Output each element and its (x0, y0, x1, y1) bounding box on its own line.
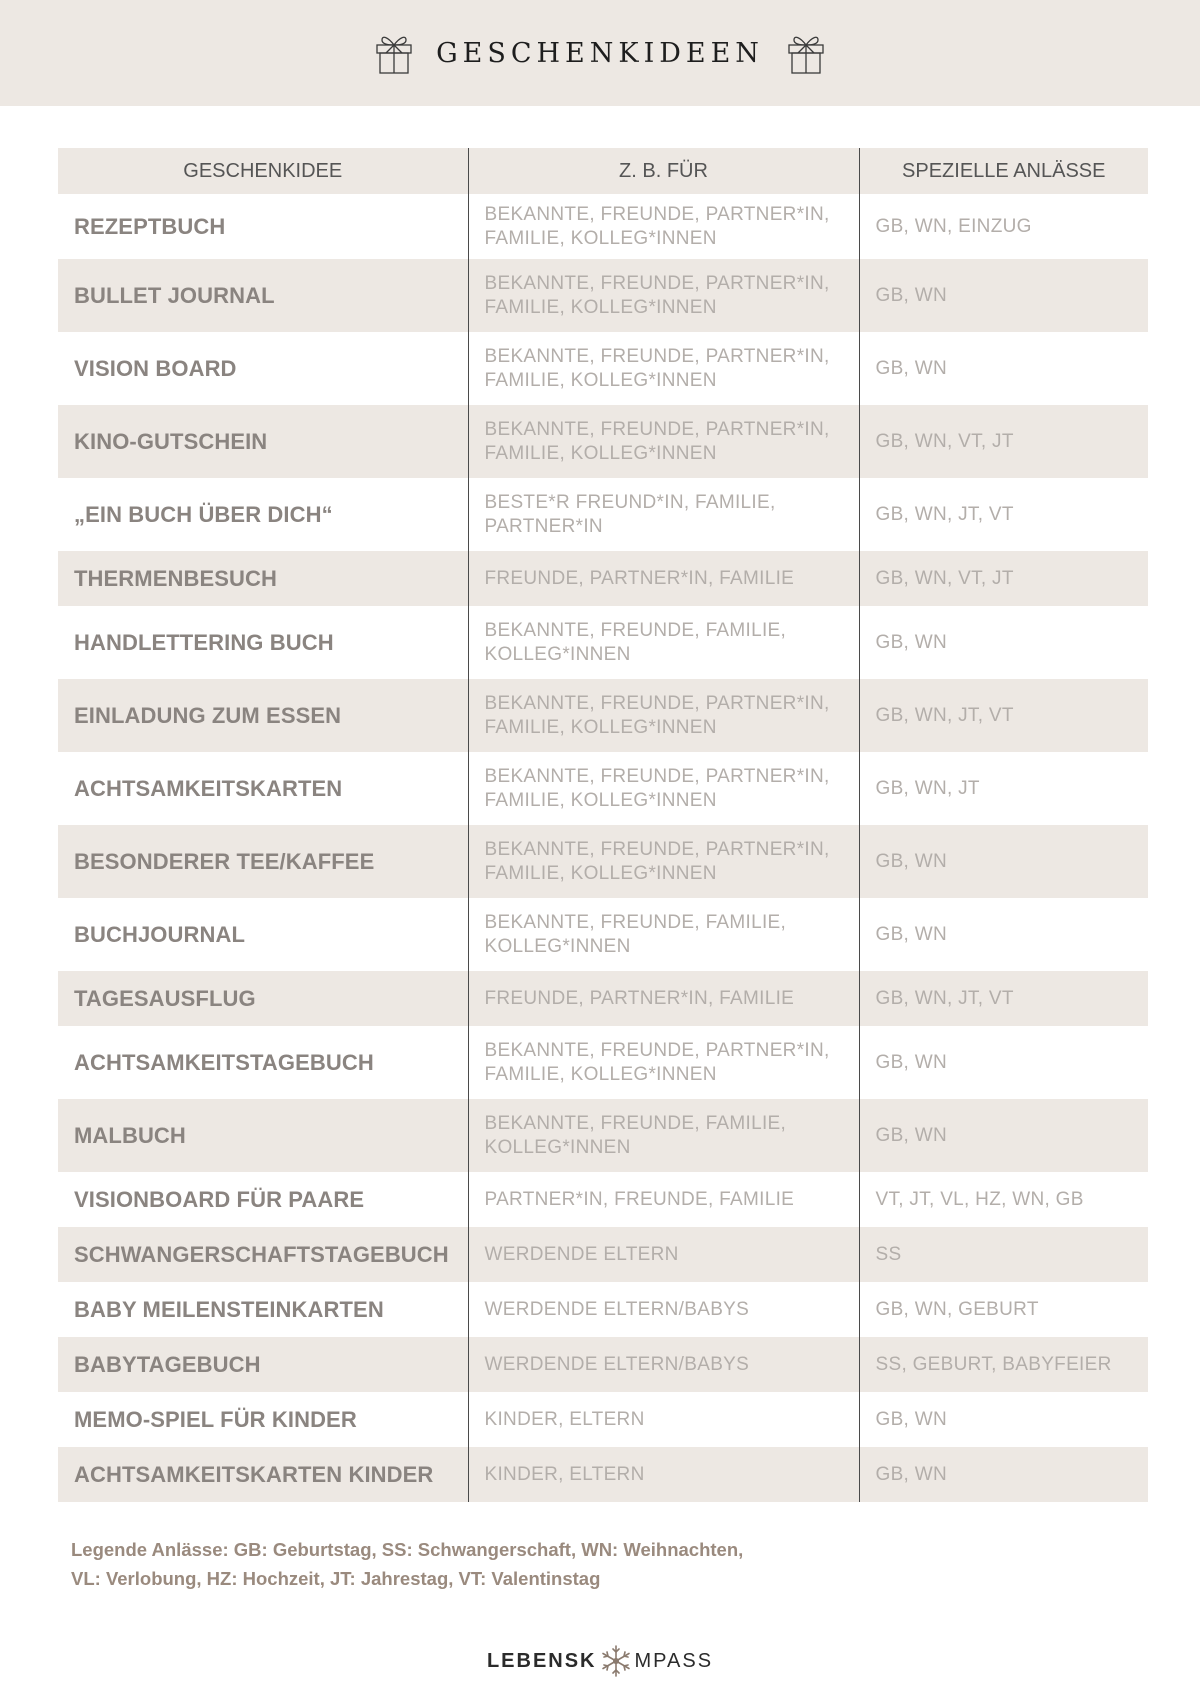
recipient-line: PARTNER*IN, FREUNDE, FAMILIE (484, 1188, 795, 1210)
gift-idea-cell: KINO-GUTSCHEIN (58, 405, 468, 478)
recipient-line: BEKANNTE, FREUNDE, PARTNER*IN, (484, 838, 830, 860)
table-row (58, 752, 1148, 825)
table-row (58, 1227, 1148, 1282)
recipient-cell (468, 259, 859, 332)
table-row (58, 259, 1148, 332)
legend-line: VL: Verlobung, HZ: Hochzeit, JT: Jahrestag, VT: Valentinstag (71, 1568, 601, 1589)
recipient-line: BESTE*R FREUND*IN, FAMILIE, (484, 491, 776, 513)
gift-idea-cell: VISIONBOARD FÜR PAARE (58, 1172, 468, 1227)
recipient-line: KOLLEG*INNEN (484, 643, 631, 665)
occasions-cell: GB, WN (859, 606, 1148, 679)
recipient-line: KOLLEG*INNEN (484, 1136, 631, 1158)
recipient-cell (468, 1026, 859, 1099)
table-row (58, 1026, 1148, 1099)
recipient-cell (468, 194, 859, 259)
recipient-line: BEKANNTE, FREUNDE, PARTNER*IN, (484, 1039, 830, 1061)
gift-idea-cell: MEMO-SPIEL FÜR KINDER (58, 1392, 468, 1447)
occasions-cell: VT, JT, VL, HZ, WN, GB (859, 1172, 1148, 1227)
gift-idea-cell: TAGESAUSFLUG (58, 971, 468, 1026)
occasions-cell: GB, WN (859, 1392, 1148, 1447)
gift-idea-cell: ACHTSAMKEITSTAGEBUCH (58, 1026, 468, 1099)
gift-idea-cell: MALBUCH (58, 1099, 468, 1172)
recipient-line: KOLLEG*INNEN (484, 935, 631, 957)
table-row (58, 1337, 1148, 1392)
gift-idea-cell: „EIN BUCH ÜBER DICH“ (58, 478, 468, 551)
recipient-line: FAMILIE, KOLLEG*INNEN (484, 716, 717, 738)
recipient-line: BEKANNTE, FREUNDE, PARTNER*IN, (484, 765, 830, 787)
occasion-legend (71, 1535, 1071, 1593)
recipient-cell (468, 1282, 859, 1337)
column-header-idea: GESCHENKIDEE (58, 148, 468, 194)
page-title: GESCHENKIDEEN (436, 37, 764, 69)
occasions-cell: GB, WN, VT, JT (859, 551, 1148, 606)
recipient-cell (468, 551, 859, 606)
gift-idea-cell: ACHTSAMKEITSKARTEN KINDER (58, 1447, 468, 1502)
table-row (58, 825, 1148, 898)
table-row (58, 332, 1148, 405)
recipient-line: PARTNER*IN (484, 515, 603, 537)
gift-idea-cell: BUCHJOURNAL (58, 898, 468, 971)
gift-idea-cell: THERMENBESUCH (58, 551, 468, 606)
table-row (58, 679, 1148, 752)
gift-idea-cell: EINLADUNG ZUM ESSEN (58, 679, 468, 752)
recipient-cell (468, 332, 859, 405)
recipient-line: FAMILIE, KOLLEG*INNEN (484, 789, 717, 811)
table-row (58, 478, 1148, 551)
recipient-line: BEKANNTE, FREUNDE, FAMILIE, (484, 1112, 787, 1134)
recipient-line: BEKANNTE, FREUNDE, PARTNER*IN, (484, 692, 830, 714)
occasions-cell: GB, WN, VT, JT (859, 405, 1148, 478)
table-row (58, 606, 1148, 679)
occasions-cell: GB, WN, JT (859, 752, 1148, 825)
gift-idea-cell: SCHWANGERSCHAFTSTAGEBUCH (58, 1227, 468, 1282)
recipient-line: KINDER, ELTERN (484, 1408, 645, 1430)
table-row (58, 1172, 1148, 1227)
occasions-cell: GB, WN (859, 898, 1148, 971)
gift-idea-cell: VISION BOARD (58, 332, 468, 405)
recipient-cell (468, 1099, 859, 1172)
recipient-cell (468, 898, 859, 971)
recipient-line: BEKANNTE, FREUNDE, PARTNER*IN, (484, 203, 830, 225)
gift-idea-cell: BULLET JOURNAL (58, 259, 468, 332)
gift-ideas-table (58, 148, 1148, 1502)
recipient-line: WERDENDE ELTERN/BABYS (484, 1353, 750, 1375)
column-header-for: Z. B. FÜR (468, 148, 859, 194)
table-row (58, 898, 1148, 971)
recipient-cell (468, 679, 859, 752)
recipient-line: FAMILIE, KOLLEG*INNEN (484, 862, 717, 884)
gift-idea-cell: BESONDERER TEE/KAFFEE (58, 825, 468, 898)
legend-line: Legende Anlässe: GB: Geburtstag, SS: Schwangerschaft, WN: Weihnachten, (71, 1539, 744, 1560)
recipient-line: KINDER, ELTERN (484, 1463, 645, 1485)
recipient-cell (468, 1392, 859, 1447)
brand-text-end: MPASS (634, 1649, 714, 1672)
gift-box-icon (374, 31, 414, 75)
gift-idea-cell: BABY MEILENSTEINKARTEN (58, 1282, 468, 1337)
occasions-cell: GB, WN, GEBURT (859, 1282, 1148, 1337)
table-row (58, 1282, 1148, 1337)
recipient-cell (468, 478, 859, 551)
recipient-cell (468, 606, 859, 679)
recipient-line: BEKANNTE, FREUNDE, PARTNER*IN, (484, 272, 830, 294)
recipient-line: BEKANNTE, FREUNDE, PARTNER*IN, (484, 418, 830, 440)
gift-idea-cell: REZEPTBUCH (58, 194, 468, 259)
recipient-cell (468, 1337, 859, 1392)
table-row (58, 971, 1148, 1026)
table-row (58, 551, 1148, 606)
brand-text-start: LEBENSK (486, 1649, 597, 1672)
table-row (58, 194, 1148, 259)
page-header (0, 0, 1200, 106)
brand-logo (0, 1644, 1200, 1678)
recipient-line: BEKANNTE, FREUNDE, FAMILIE, (484, 619, 787, 641)
table-row (58, 1392, 1148, 1447)
occasions-cell: GB, WN, JT, VT (859, 478, 1148, 551)
recipient-cell (468, 1172, 859, 1227)
occasions-cell: GB, WN (859, 1447, 1148, 1502)
occasions-cell: GB, WN (859, 825, 1148, 898)
recipient-cell (468, 405, 859, 478)
occasions-cell: SS (859, 1227, 1148, 1282)
occasions-cell: GB, WN (859, 1099, 1148, 1172)
table-header-row (58, 148, 1148, 194)
recipient-cell (468, 971, 859, 1026)
gift-idea-cell: BABYTAGEBUCH (58, 1337, 468, 1392)
recipient-cell (468, 1227, 859, 1282)
occasions-cell: GB, WN, EINZUG (859, 194, 1148, 259)
column-header-occasions: SPEZIELLE ANLÄSSE (859, 148, 1148, 194)
header-inner (374, 31, 826, 75)
occasions-cell: GB, WN (859, 259, 1148, 332)
recipient-cell (468, 752, 859, 825)
table-row (58, 405, 1148, 478)
occasions-cell: GB, WN (859, 1026, 1148, 1099)
occasions-cell: GB, WN, JT, VT (859, 679, 1148, 752)
recipient-line: FREUNDE, PARTNER*IN, FAMILIE (484, 987, 795, 1009)
occasions-cell: SS, GEBURT, BABYFEIER (859, 1337, 1148, 1392)
recipient-line: FAMILIE, KOLLEG*INNEN (484, 296, 717, 318)
recipient-line: FAMILIE, KOLLEG*INNEN (484, 1063, 717, 1085)
recipient-line: WERDENDE ELTERN (484, 1243, 679, 1265)
recipient-line: BEKANNTE, FREUNDE, PARTNER*IN, (484, 345, 830, 367)
recipient-line: WERDENDE ELTERN/BABYS (484, 1298, 750, 1320)
occasions-cell: GB, WN (859, 332, 1148, 405)
gift-idea-cell: HANDLETTERING BUCH (58, 606, 468, 679)
table-row (58, 1099, 1148, 1172)
recipient-line: FREUNDE, PARTNER*IN, FAMILIE (484, 567, 795, 589)
recipient-line: BEKANNTE, FREUNDE, FAMILIE, (484, 911, 787, 933)
recipient-line: FAMILIE, KOLLEG*INNEN (484, 227, 717, 249)
recipient-cell (468, 1447, 859, 1502)
gift-box-icon (786, 31, 826, 75)
recipient-line: FAMILIE, KOLLEG*INNEN (484, 442, 717, 464)
snowflake-compass-icon (599, 1644, 633, 1678)
recipient-cell (468, 825, 859, 898)
occasions-cell: GB, WN, JT, VT (859, 971, 1148, 1026)
table-row (58, 1447, 1148, 1502)
gift-idea-cell: ACHTSAMKEITSKARTEN (58, 752, 468, 825)
recipient-line: FAMILIE, KOLLEG*INNEN (484, 369, 717, 391)
